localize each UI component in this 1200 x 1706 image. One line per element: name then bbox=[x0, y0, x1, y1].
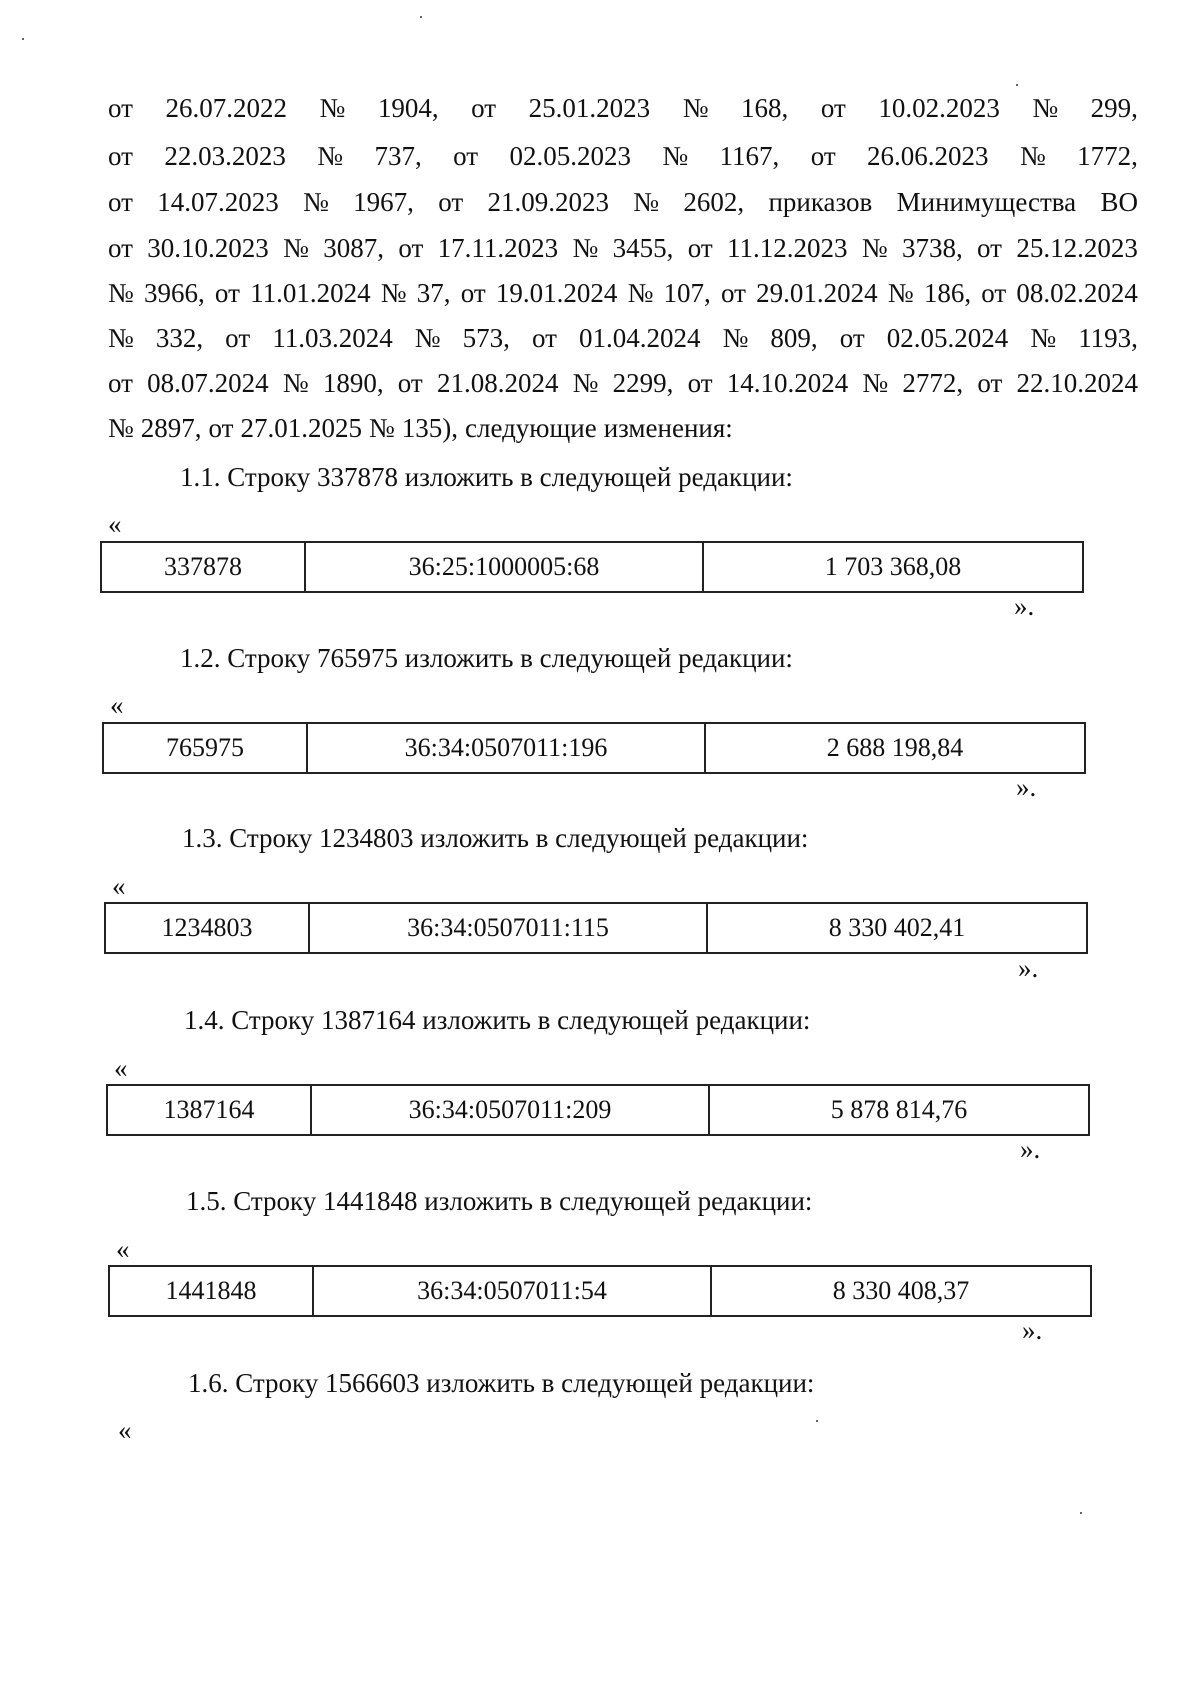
intro-word: 30.10.2023 bbox=[147, 233, 269, 263]
intro-word: 2602, bbox=[683, 187, 745, 217]
intro-word: ВО bbox=[1100, 187, 1138, 217]
intro-word: № bbox=[722, 323, 749, 353]
value-cell: 8 330 408,37 bbox=[711, 1266, 1091, 1316]
intro-word: 26.06.2023 bbox=[867, 141, 989, 171]
row-number-cell: 337878 bbox=[101, 542, 305, 592]
intro-word: № bbox=[414, 323, 441, 353]
intro-word: 26.07.2022 bbox=[165, 93, 287, 123]
row-number-cell: 1387164 bbox=[107, 1085, 311, 1135]
intro-word: № bbox=[633, 187, 660, 217]
replacement-row-table bbox=[106, 1084, 1090, 1136]
intro-word: от bbox=[453, 141, 479, 171]
intro-word: от bbox=[438, 187, 464, 217]
intro-word: 01.04.2024 bbox=[578, 323, 701, 353]
table-row bbox=[101, 542, 1083, 592]
intro-word: от bbox=[531, 323, 557, 353]
intro-word: 3966, bbox=[143, 278, 205, 308]
intro-word: 3455, bbox=[612, 233, 674, 263]
replacement-row-table bbox=[102, 722, 1086, 774]
intro-word: 11.12.2023 bbox=[726, 233, 848, 263]
intro-word: от bbox=[981, 278, 1007, 308]
intro-word: 14.10.2024 bbox=[726, 368, 849, 398]
intro-word: следующие bbox=[464, 413, 597, 443]
intro-word: № bbox=[319, 93, 346, 123]
intro-word: № bbox=[368, 413, 395, 443]
intro-word: от bbox=[214, 278, 240, 308]
replacement-row-table bbox=[100, 541, 1084, 593]
scan-speck bbox=[420, 16, 422, 18]
scan-speck bbox=[22, 38, 24, 40]
table-row bbox=[109, 1266, 1091, 1316]
item-heading: 1.3. Строку 1234803 изложить в следующей редакции: bbox=[182, 823, 809, 853]
cadastral-number-cell: 36:34:0507011:115 bbox=[309, 903, 707, 953]
intro-word: 25.12.2023 bbox=[1016, 233, 1138, 263]
intro-word: от bbox=[460, 278, 486, 308]
scan-speck bbox=[1080, 1512, 1082, 1514]
intro-word: 02.05.2024 bbox=[886, 323, 1009, 353]
intro-word: № bbox=[1030, 323, 1057, 353]
intro-word: 22.03.2023 bbox=[164, 141, 286, 171]
intro-word: 02.05.2023 bbox=[509, 141, 631, 171]
intro-word: № bbox=[887, 278, 914, 308]
intro-word: 2772, bbox=[902, 368, 964, 398]
intro-word: от bbox=[108, 93, 133, 123]
cadastral-number-cell: 36:34:0507011:54 bbox=[313, 1266, 711, 1316]
cadastral-number-cell: 36:25:1000005:68 bbox=[305, 542, 703, 592]
item-heading: 1.4. Строку 1387164 изложить в следующей редакции: bbox=[184, 1005, 811, 1035]
intro-word: 186, bbox=[923, 278, 972, 308]
intro-word: 21.08.2024 bbox=[436, 368, 559, 398]
row-number-cell: 1441848 bbox=[109, 1266, 313, 1316]
intro-line bbox=[108, 367, 1138, 399]
intro-word: 11.03.2024 bbox=[272, 323, 393, 353]
open-quote: « bbox=[108, 509, 122, 539]
value-cell: 5 878 814,76 bbox=[709, 1085, 1089, 1135]
intro-word: 27.01.2025 bbox=[240, 413, 362, 443]
value-cell: 1 703 368,08 bbox=[703, 542, 1083, 592]
intro-word: от bbox=[108, 141, 133, 171]
open-quote: « bbox=[112, 871, 126, 901]
intro-word: от bbox=[810, 141, 836, 171]
intro-word: 2897, bbox=[140, 413, 202, 443]
intro-word: 17.11.2023 bbox=[437, 233, 559, 263]
intro-word: от bbox=[108, 368, 133, 398]
intro-word: 573, bbox=[462, 323, 510, 353]
intro-line bbox=[108, 186, 1138, 218]
scan-speck bbox=[1016, 84, 1018, 86]
intro-word: от bbox=[397, 368, 423, 398]
intro-word: № bbox=[108, 323, 134, 353]
table-row bbox=[107, 1085, 1089, 1135]
intro-word: приказов bbox=[768, 187, 873, 217]
table-row bbox=[103, 723, 1085, 773]
item-heading: 1.5. Строку 1441848 изложить в следующей редакции: bbox=[186, 1186, 813, 1216]
item-heading: 1.2. Строку 765975 изложить в следующей редакции: bbox=[180, 643, 793, 673]
intro-word: от bbox=[720, 278, 746, 308]
intro-word: 2299, bbox=[612, 368, 674, 398]
intro-word: 1967, bbox=[353, 187, 414, 217]
intro-line bbox=[108, 412, 1138, 444]
intro-line bbox=[108, 277, 1138, 309]
value-cell: 8 330 402,41 bbox=[707, 903, 1087, 953]
intro-line bbox=[108, 322, 1138, 354]
intro-word: 29.01.2024 bbox=[756, 278, 878, 308]
intro-word: 1772, bbox=[1077, 141, 1138, 171]
value-cell: 2 688 198,84 bbox=[705, 723, 1085, 773]
intro-word: от bbox=[687, 233, 713, 263]
table-row bbox=[105, 903, 1087, 953]
intro-word: 11.01.2024 bbox=[250, 278, 371, 308]
intro-word: от bbox=[108, 187, 133, 217]
intro-word: 25.01.2023 bbox=[528, 93, 651, 123]
intro-word: 19.01.2024 bbox=[495, 278, 618, 308]
intro-word: 168, bbox=[741, 93, 789, 123]
intro-word: 08.02.2024 bbox=[1016, 278, 1138, 308]
intro-word: № bbox=[1019, 141, 1046, 171]
open-quote: « bbox=[114, 1053, 128, 1083]
intro-word: изменения: bbox=[603, 413, 733, 443]
intro-word: от bbox=[820, 93, 846, 123]
intro-word: № bbox=[317, 141, 344, 171]
intro-word: 37, bbox=[416, 278, 451, 308]
open-quote: « bbox=[116, 1234, 130, 1264]
intro-word: от bbox=[398, 233, 424, 263]
open-quote: « bbox=[110, 690, 124, 720]
intro-word: от bbox=[977, 233, 1002, 263]
intro-word: 332, bbox=[155, 323, 204, 353]
intro-word: 08.07.2024 bbox=[147, 368, 269, 398]
intro-word: № bbox=[662, 141, 689, 171]
intro-word: 1167, bbox=[719, 141, 780, 171]
intro-word: от bbox=[225, 323, 251, 353]
replacement-row-table bbox=[104, 902, 1088, 954]
intro-word: от bbox=[977, 368, 1003, 398]
intro-word: № bbox=[862, 368, 889, 398]
intro-word: № bbox=[108, 413, 134, 443]
close-quote: ». bbox=[1016, 772, 1037, 802]
scan-speck bbox=[816, 1420, 818, 1422]
cadastral-number-cell: 36:34:0507011:196 bbox=[307, 723, 705, 773]
intro-word: № bbox=[108, 278, 134, 308]
intro-word: № bbox=[283, 233, 309, 263]
intro-word: № bbox=[380, 278, 407, 308]
intro-word: 1890, bbox=[322, 368, 384, 398]
intro-word: 3087, bbox=[323, 233, 384, 263]
close-quote: ». bbox=[1022, 1315, 1043, 1345]
intro-word: № bbox=[682, 93, 709, 123]
intro-word: 809, bbox=[770, 323, 818, 353]
row-number-cell: 765975 bbox=[103, 723, 307, 773]
intro-word: Минимущества bbox=[896, 187, 1077, 217]
intro-word: 21.09.2023 bbox=[487, 187, 609, 217]
intro-word: 10.02.2023 bbox=[878, 93, 1000, 123]
intro-word: 14.07.2023 bbox=[157, 187, 279, 217]
intro-word: 135), bbox=[401, 413, 458, 443]
close-quote: ». bbox=[1018, 953, 1039, 983]
close-quote: ». bbox=[1020, 1134, 1041, 1164]
replacement-row-table bbox=[108, 1265, 1092, 1317]
open-quote: « bbox=[118, 1415, 132, 1445]
intro-word: № bbox=[1032, 93, 1059, 123]
intro-word: 737, bbox=[374, 141, 422, 171]
intro-word: 1904, bbox=[377, 93, 439, 123]
intro-line bbox=[108, 232, 1138, 264]
intro-word: № bbox=[282, 368, 309, 398]
item-heading: 1.6. Строку 1566603 изложить в следующей редакции: bbox=[188, 1368, 815, 1398]
intro-word: 1193, bbox=[1078, 323, 1138, 353]
intro-word: № bbox=[627, 278, 654, 308]
intro-word: от bbox=[108, 233, 133, 263]
intro-line bbox=[108, 92, 1138, 124]
intro-word: № bbox=[861, 233, 888, 263]
close-quote: ». bbox=[1014, 591, 1035, 621]
intro-word: 3738, bbox=[901, 233, 963, 263]
intro-word: от bbox=[687, 368, 713, 398]
intro-line bbox=[108, 140, 1138, 172]
intro-word: от bbox=[208, 413, 234, 443]
cadastral-number-cell: 36:34:0507011:209 bbox=[311, 1085, 709, 1135]
intro-word: 22.10.2024 bbox=[1016, 368, 1138, 398]
intro-word: № bbox=[572, 233, 599, 263]
item-heading: 1.1. Строку 337878 изложить в следующей редакции: bbox=[180, 462, 793, 492]
intro-word: 299, bbox=[1090, 93, 1138, 123]
intro-word: от bbox=[471, 93, 497, 123]
intro-word: от bbox=[839, 323, 865, 353]
intro-word: № bbox=[572, 368, 599, 398]
intro-word: № bbox=[303, 187, 329, 217]
intro-word: 107, bbox=[663, 278, 711, 308]
row-number-cell: 1234803 bbox=[105, 903, 309, 953]
